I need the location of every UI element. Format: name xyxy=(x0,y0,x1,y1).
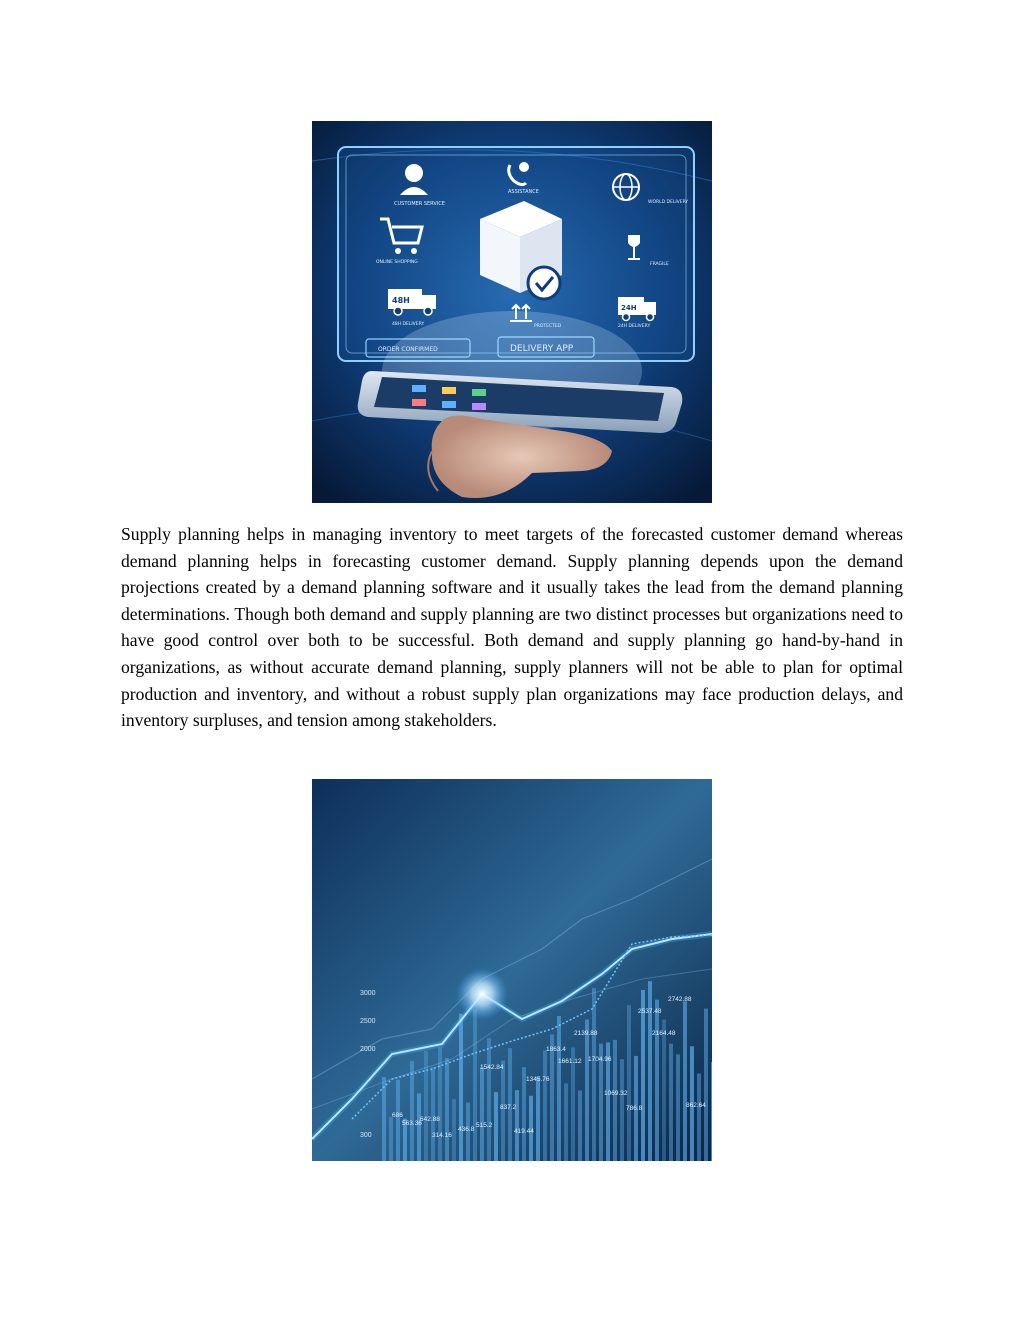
chart-bar xyxy=(543,1050,547,1161)
value-label: 642.88 xyxy=(420,1116,440,1123)
chart-bar xyxy=(669,1044,673,1161)
chart-bar xyxy=(711,1062,712,1161)
value-label: 1542.84 xyxy=(480,1064,504,1071)
value-label: 2742.88 xyxy=(668,996,692,1003)
value-label: 2139.88 xyxy=(574,1030,598,1037)
axis-tick-label: 2500 xyxy=(360,1018,376,1025)
value-label: 563.36 xyxy=(402,1120,422,1127)
value-label: 786.8 xyxy=(626,1105,643,1112)
light-flare xyxy=(456,968,508,1020)
chart-bar xyxy=(676,1054,680,1161)
world-delivery-label: WORLD DELIVERY xyxy=(648,200,689,205)
chart-bar xyxy=(445,1058,449,1161)
axis-tick-label: 300 xyxy=(360,1132,372,1139)
fragile-label: FRAGILE xyxy=(650,262,669,267)
delivery-48h-label: 48H DELIVERY xyxy=(392,322,425,327)
chart-bar xyxy=(564,1083,568,1161)
chart-bar xyxy=(438,1047,442,1161)
customer-service-label: CUSTOMER SERVICE xyxy=(394,201,445,207)
value-label: 686 xyxy=(392,1112,403,1119)
delivery-app-illustration xyxy=(312,121,712,503)
chart-bar xyxy=(515,1090,519,1161)
chart-bar xyxy=(613,1040,617,1161)
chart-bar xyxy=(452,1099,456,1161)
chart-bar xyxy=(459,1014,463,1161)
protected-label: PROTECTED xyxy=(534,324,562,329)
value-label: 837.2 xyxy=(500,1104,517,1111)
assistance-label: ASSISTANCE xyxy=(508,189,539,195)
chart-bar xyxy=(578,1090,582,1161)
chart-bar xyxy=(697,1074,701,1161)
chart-bar xyxy=(480,1067,484,1161)
online-shopping-label: ONLINE SHOPPING xyxy=(376,260,418,265)
chart-bar xyxy=(410,1061,414,1161)
value-label: 1661.12 xyxy=(558,1058,582,1065)
chart-bar xyxy=(382,1077,386,1161)
chart-bar xyxy=(655,1000,659,1161)
value-label: 1863.4 xyxy=(546,1046,566,1053)
value-label: 419.44 xyxy=(514,1128,534,1135)
chart-bar xyxy=(592,988,596,1161)
value-label: 2537.48 xyxy=(638,1008,662,1015)
value-label: 862.64 xyxy=(686,1102,706,1109)
value-label: 1069.32 xyxy=(604,1090,628,1097)
chart-bar xyxy=(536,1077,540,1161)
delivery-app-label: DELIVERY APP xyxy=(510,344,574,354)
chart-bar xyxy=(417,1093,421,1161)
chart-bar xyxy=(585,1020,589,1161)
body-paragraph: Supply planning helps in managing inventory to meet targets of the forecasted customer demand whereas demand planning helps in forecasting customer demand. Supply planning depends upon the demand projections created by a demand planning software and it usually takes the lead from the demand planning determinations. Though both demand and supply planning are two distinct processes but organizations need to have good control over both to be successful. Both demand and supply planning go hand-by-hand in organizations, as without accurate demand planning, supply planners will not be able to plan for optimal production and inventory, and without a robust supply plan organizations may face production delays, and inventory surpluses, and tension among stakeholders. xyxy=(121,524,903,731)
chart-bar xyxy=(431,1067,435,1161)
value-label: 314.16 xyxy=(432,1132,452,1139)
axis-tick-label: 3000 xyxy=(360,990,376,997)
chart-bar xyxy=(704,1009,708,1161)
chart-bar xyxy=(550,1034,554,1161)
chart-bar xyxy=(396,1080,400,1161)
chart-bar xyxy=(389,1117,393,1161)
value-label: 515.2 xyxy=(476,1122,493,1129)
value-label: 1345.76 xyxy=(526,1076,550,1083)
chart-bar xyxy=(487,1038,491,1161)
chart-bar xyxy=(557,1016,561,1161)
chart-bar xyxy=(683,1001,687,1161)
truck-48h-text: 48H xyxy=(392,296,410,305)
value-label: 1704.96 xyxy=(588,1056,612,1063)
value-label: 2164.48 xyxy=(652,1030,676,1037)
axis-tick-label: 2000 xyxy=(360,1046,376,1053)
truck-24h-text: 24H xyxy=(621,304,637,312)
value-label: 436.8 xyxy=(458,1126,475,1133)
chart-bar xyxy=(473,1009,477,1161)
delivery-24h-label: 24H DELIVERY xyxy=(618,324,651,329)
order-confirmed-label: ORDER CONFIRMED xyxy=(378,346,438,353)
chart-bar xyxy=(662,1020,666,1161)
chart-bar xyxy=(627,1005,631,1161)
chart-bar xyxy=(620,1059,624,1161)
chart-bar xyxy=(494,1092,498,1161)
chart-bar xyxy=(641,990,645,1161)
financial-growth-chart-image xyxy=(312,779,712,1161)
